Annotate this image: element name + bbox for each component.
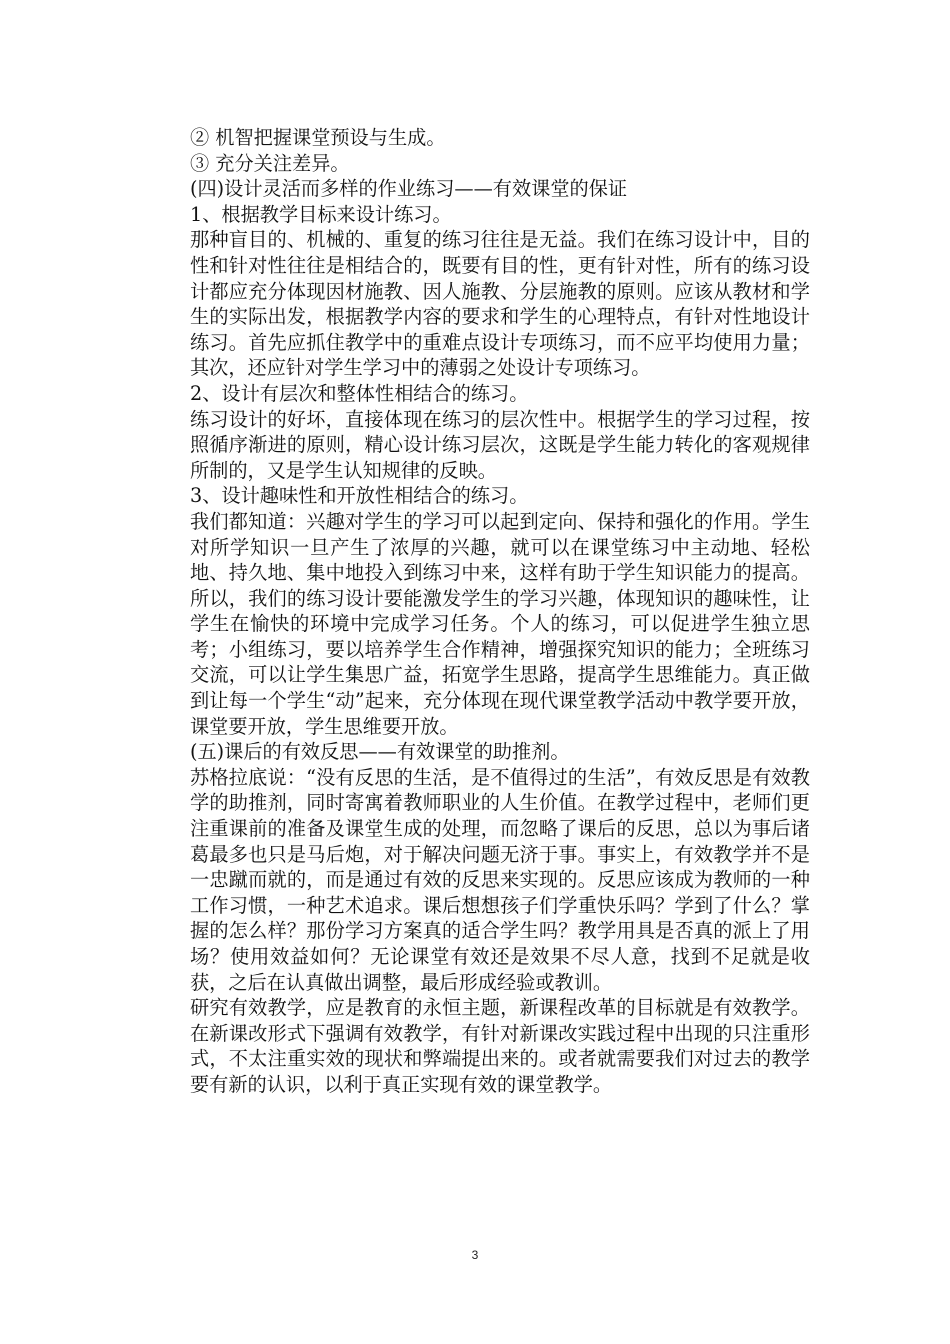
paragraph-12: 研究有效教学，应是教育的永恒主题，新课程改革的目标就是有效教学。在新课改形式下强调有效教学，有针对新课改实践过程中出现的只注重形式，不太注重实效的现状和弊端提出来的。或者就需要我们对过去的教学要有新的认识，以利于真正实现有效的课堂教学。 xyxy=(190,996,810,1096)
section-heading-4: (四)设计灵活而多样的作业练习——有效课堂的保证 xyxy=(190,177,628,201)
paragraph-11: 苏格拉底说：“没有反思的生活，是不值得过的生活”，有效反思是有效教学的助推剂，同时寄寓着教师职业的人生价值。在教学过程中，老师们更注重课前的准备及课堂生成的处理，而忽略了课后的反思，总以为事后诸葛最多也只是马后炮，对于解决问题无济于事。事实上，有效教学并不是一忠蹴而就的，而是通过有效的反思来实现的。反思应该成为教师的一种工作习惯，一种艺术追求。课后想想孩子们学重快乐吗？学到了什么？掌握的怎么样？那份学习方案真的适合学生吗？教学用具是否真的派上了用场？使用效益如何？无论课堂有效还是效果不尽人意，找到不足就是收获，之后在认真做出调整，最后形成经验或教训。 xyxy=(190,765,810,994)
document-body xyxy=(190,125,810,1098)
subheading-2: 2、设计有层次和整体性相结合的练习。 xyxy=(190,381,529,405)
paragraph-9: 我们都知道：兴趣对学生的学习可以起到定向、保持和强化的作用。学生对所学知识一旦产生了浓厚的兴趣，就可以在课堂练习中主动地、轻松地、持久地、集中地投入到练习中来，这样有助于学生知识能力的提高。所以，我们的练习设计要能激发学生的学习兴趣，体现知识的趣味性，让学生在愉快的环境中完成学习任务。个人的练习，可以促进学生独立思考；小组练习，要以培养学生合作精神，增强探究知识的能力；全班练习交流，可以让学生集思广益，拓宽学生思路，提高学生思维能力。真正做到让每一个学生“动”起来，充分体现在现代课堂教学活动中教学要开放，课堂要开放，学生思维要开放。 xyxy=(190,509,810,738)
subheading-3: 3、设计趣味性和开放性相结合的练习。 xyxy=(190,484,529,508)
page-number: 3 xyxy=(471,1248,479,1262)
subheading-1: 1、根据教学目标来设计练习。 xyxy=(190,202,452,226)
paragraph-7: 练习设计的好坏，直接体现在练习的层次性中。根据学生的学习过程，按照循序渐进的原则，精心设计练习层次，这既是学生能力转化的客观规律所制的，又是学生认知规律的反映。 xyxy=(190,407,810,482)
section-heading-5: (五)课后的有效反思——有效课堂的助推剂。 xyxy=(190,740,570,764)
paragraph-1: ② 机智把握课堂预设与生成。 xyxy=(190,126,446,149)
paragraph-2: ③ 充分关注差异。 xyxy=(190,151,350,175)
paragraph-5: 那种盲目的、机械的、重复的练习往往是无益。我们在练习设计中，目的性和针对性往往是相结合的，既要有目的性，更有针对性，所有的练习设计都应充分体现因材施教、因人施教、分层施教的原则。应该从教材和学生的实际出发，根据教学内容的要求和学生的心理特点，有针对性地设计练习。首先应抓住教学中的重难点设计专项练习，而不应平均使用力量；其次，还应针对学生学习中的薄弱之处设计专项练习。 xyxy=(190,228,810,380)
